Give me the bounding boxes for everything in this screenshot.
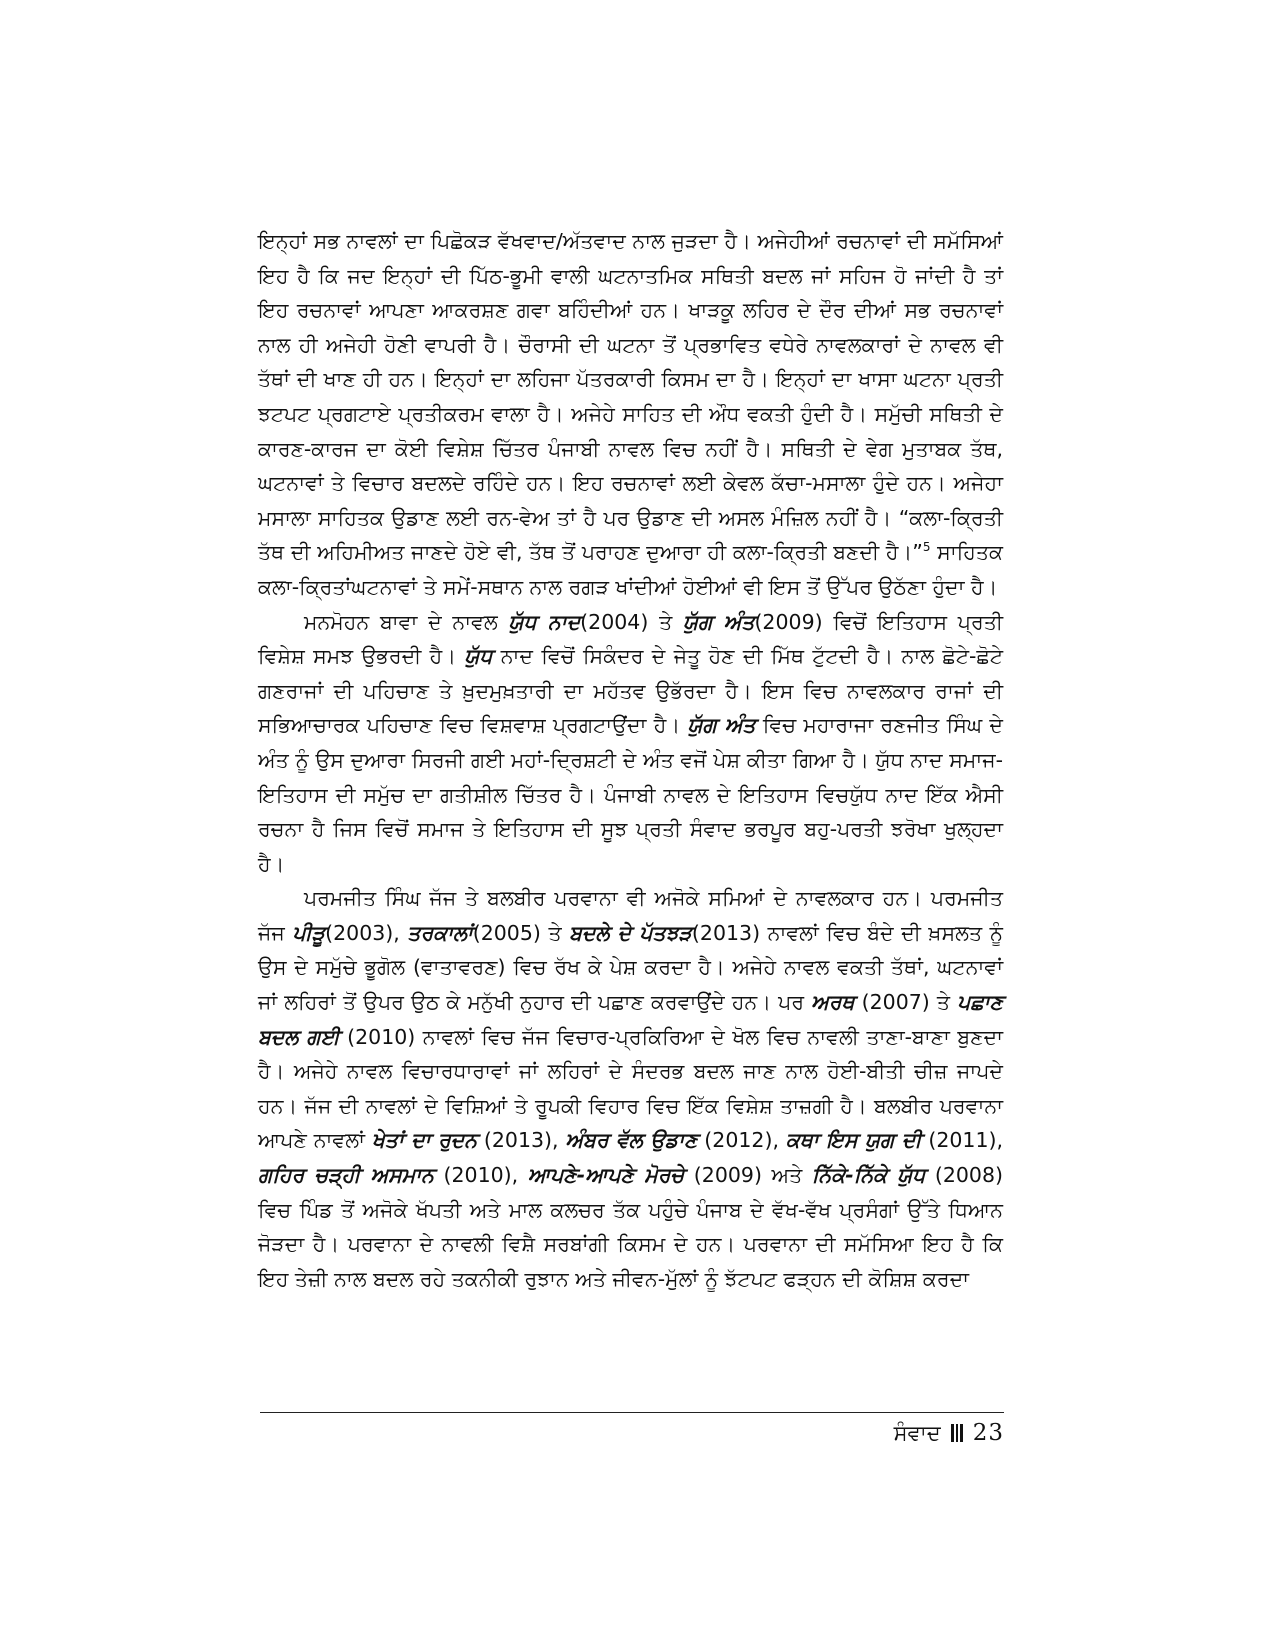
text-run: (2004) ਤੇ: [580, 609, 683, 634]
novel-title: ਬਦਲੇ ਦੇ ਪੱਤਝੜ: [569, 920, 692, 945]
novel-title: ਆਪਣੇ-ਆਪਣੇ ਮੋਰਚੇ: [527, 1163, 685, 1188]
text-run: (2010) ਨਾਵਲਾਂ ਵਿਚ ਜੱਜ ਵਿਚਾਰ-ਪ੍ਰਕਿਰਿਆ ਦੇ ਖੋਲ ਵਿਚ ਨਾਵਲੀ ਤਾਣਾ-ਬਾਣਾ ਬੁਣਦਾ ਹੈ। ਅਜੇਹੇ ਨਾਵਲ ਵਿਚਾਰਧਾਰਾਵਾਂ ਜਾਂ ਲਹਿਰਾਂ ਦੇ ਸੰਦਰਭ ਬਦਲ ਜਾਣ ਨਾਲ ਹੋਈ-ਬੀਤੀ ਚੀਜ਼ ਜਾਪਦੇ ਹਨ। ਜੱਜ ਦੀ ਨਾਵਲਾਂ ਦੇ ਵਿਸ਼ਿਆਂ ਤੇ ਰੂਪਕੀ ਵਿਹਾਰ ਵਿਚ ਇੱਕ ਵਿਸ਼ੇਸ਼ ਤਾਜ਼ਗੀ ਹੈ। ਬਲਬੀਰ ਪਰਵਾਨਾ ਆਪਣੇ ਨਾਵਲਾਂ: [258, 1024, 1003, 1153]
text-run: ਇਨ੍ਹਾਂ ਸਭ ਨਾਵਲਾਂ ਦਾ ਪਿਛੋਕੜ ਵੱਖਵਾਦ/ਅੱਤਵਾਦ ਨਾਲ ਜੁੜਦਾ ਹੈ। ਅਜੇਹੀਆਂ ਰਚਨਾਵਾਂ ਦੀ ਸਮੱਸਿਆਂ ਇਹ ਹੈ ਕਿ ਜਦ ਇਨ੍ਹਾਂ ਦੀ ਪਿੱਠ-ਭੂਮੀ ਵਾਲੀ ਘਟਨਾਤਮਿਕ ਸਥਿਤੀ ਬਦਲ ਜਾਂ ਸਹਿਜ ਹੋ ਜਾਂਦੀ ਹੈ ਤਾਂ ਇਹ ਰਚਨਾਵਾਂ ਆਪਣਾ ਆਕਰਸ਼ਣ ਗਵਾ ਬਹਿੰਦੀਆਂ ਹਨ। ਖਾੜਕੂ ਲਹਿਰ ਦੇ ਦੌਰ ਦੀਆਂ ਸਭ ਰਚਨਾਵਾਂ ਨਾਲ ਹੀ ਅਜੇਹੀ ਹੋਣੀ ਵਾਪਰੀ ਹੈ। ਚੌਰਾਸੀ ਦੀ ਘਟਨਾ ਤੋਂ ਪ੍ਰਭਾਵਿਤ ਵਧੇਰੇ ਨਾਵਲਕਾਰਾਂ ਦੇ ਨਾਵਲ ਵੀ ਤੱਥਾਂ ਦੀ ਖਾਣ ਹੀ ਹਨ। ਇਨ੍ਹਾਂ ਦਾ ਲਹਿਜਾ ਪੱਤਰਕਾਰੀ ਕਿਸਮ ਦਾ ਹੈ। ਇਨ੍ਹਾਂ ਦਾ ਖਾਸਾ ਘਟਨਾ ਪ੍ਰਤੀ ਝਟਪਟ ਪ੍ਰਗਟਾਏ ਪ੍ਰਤੀਕਰਮ ਵਾਲਾ ਹੈ। ਅਜੇਹੇ ਸਾਹਿਤ ਦੀ ਔਧ ਵਕਤੀ ਹੁੰਦੀ ਹੈ। ਸਮੁੱਚੀ ਸਥਿਤੀ ਦੇ ਕਾਰਣ-ਕਾਰਜ ਦਾ ਕੋਈ ਵਿਸ਼ੇਸ਼ ਚਿੱਤਰ ਪੰਜਾਬੀ ਨਾਵਲ ਵਿਚ ਨਹੀਂ ਹੈ। ਸਥਿਤੀ ਦੇ ਵੇਗ ਮੁਤਾਬਕ ਤੱਥ, ਘਟਨਾਵਾਂ ਤੇ ਵਿਚਾਰ ਬਦਲਦੇ ਰਹਿੰਦੇ ਹਨ। ਇਹ ਰਚਨਾਵਾਂ ਲਈ ਕੇਵਲ ਕੱਚਾ-ਮਸਾਲਾ ਹੁੰਦੇ ਹਨ। ਅਜੇਹਾ ਮਸਾਲਾ ਸਾਹਿਤਕ ਉਡਾਣ ਲਈ ਰਨ-ਵੇਅ ਤਾਂ ਹੈ ਪਰ ਉਡਾਣ ਦੀ ਅਸਲ ਮੰਜ਼ਿਲ ਨਹੀਂ ਹੈ। “ਕਲਾ-ਕ੍ਰਿਤੀ ਤੱਥ ਦੀ ਅਹਿਮੀਅਤ ਜਾਣਦੇ ਹੋਏ ਵੀ, ਤੱਥ ਤੋਂ ਪਰਾਹਣ ਦੁਆਰਾ ਹੀ ਕਲਾ-ਕ੍ਰਿਤੀ ਬਣਦੀ ਹੈ।”: [258, 229, 1003, 565]
paragraph: [258, 881, 1003, 1296]
text-run: (2009) ਅਤੇ: [684, 1163, 812, 1188]
novel-title: ਯੁੱਧ: [464, 644, 493, 669]
journal-mark-icon: [951, 1423, 963, 1443]
text-run: (2013),: [477, 1128, 566, 1153]
body-text: [258, 224, 1003, 1296]
text-run: (2007) ਤੇ: [854, 990, 958, 1015]
text-run: ਪਰਮਜੀਤ ਸਿੰਘ ਜੱਜ ਤੇ ਬਲਬੀਰ ਪਰਵਾਨਾ ਵੀ ਅਜੋਕੇ ਸਮਿਆਂ ਦੇ ਨਾਵਲਕਾਰ ਹਨ। ਪਰਮਜੀਤ ਜੱਜ: [258, 886, 1003, 945]
page-number: 23: [972, 1420, 1004, 1446]
text-run: (2009) ਵਿਚੋਂ ਇਤਿਹਾਸ ਪ੍ਰਤੀ ਵਿਸ਼ੇਸ਼ ਸਮਝ ਉਭਰਦੀ ਹੈ।: [258, 609, 1004, 669]
text-run: (2012),: [697, 1128, 786, 1153]
novel-title: ਪੀੜੂ: [292, 920, 326, 945]
novel-title: ਯੁੱਗ ਅੰਤ: [687, 713, 756, 738]
text-run: (2005) ਤੇ: [472, 920, 570, 945]
text-run: ਮਨਮੋਹਨ ਬਾਵਾ ਦੇ ਨਾਵਲ: [304, 609, 509, 634]
footer-rule: [260, 1412, 1004, 1413]
novel-title: ਪਛਾਣ ਬਦਲ ਗਈ: [258, 990, 1003, 1049]
text-run: (2011),: [921, 1128, 1004, 1153]
text-run: ਸਾਹਿਤਕ ਕਲਾ-ਕ੍ਰਿਤਾਂਘਟਨਾਵਾਂ ਤੇ ਸਮੇਂ-ਸਥਾਨ ਨਾਲ ਰਗੜ ਖਾਂਦੀਆਂ ਹੋਈਆਂ ਵੀ ਇਸ ਤੋਂ ਉੱਪਰ ਉਠੱਣਾ ਹੁੰਦਾ ਹੈ।: [258, 540, 1003, 599]
journal-name: ਸੰਵਾਦ: [893, 1420, 941, 1445]
text-run: (2013) ਨਾਵਲਾਂ ਵਿਚ ਬੰਦੇ ਦੀ ਖ਼ਸਲਤ ਨੂੰ ਉਸ ਦੇ ਸਮੁੱਚੇ ਭੂਗੋਲ (ਵਾਤਾਵਰਣ) ਵਿਚ ਰੱਖ ਕੇ ਪੇਸ਼ ਕਰਦਾ ਹੈ। ਅਜੇਹੇ ਨਾਵਲ ਵਕਤੀ ਤੱਥਾਂ, ਘਟਨਾਵਾਂ ਜਾਂ ਲਹਿਰਾਂ ਤੋਂ ਉਪਰ ਉਠ ਕੇ ਮਨੁੱਖੀ ਨੁਹਾਰ ਦੀ ਪਛਾਣ ਕਰਵਾਉਂਦੇ ਹਨ। ਪਰ: [258, 920, 1003, 1015]
text-run: ਨਾਦ ਵਿਚੋਂ ਸਿਕੰਦਰ ਦੇ ਜੇਤੂ ਹੋਣ ਦੀ ਮਿੱਥ ਟੁੱਟਦੀ ਹੈ। ਨਾਲ ਛੋਟੇ-ਛੋਟੇ ਗਣਰਾਜਾਂ ਦੀ ਪਹਿਚਾਣ ਤੇ ਖ਼ੁਦਮੁਖ਼ਤਾਰੀ ਦਾ ਮਹੱਤਵ ਉਭੱਰਦਾ ਹੈ। ਇਸ ਵਿਚ ਨਾਵਲਕਾਰ ਰਾਜਾਂ ਦੀ ਸਭਿਆਚਾਰਕ ਪਹਿਚਾਣ ਵਿਚ ਵਿਸ਼ਵਾਸ਼ ਪ੍ਰਗਟਾਉਂਦਾ ਹੈ।: [258, 644, 1003, 738]
novel-title: ਅਰਥ: [811, 990, 855, 1015]
novel-title: ਖੇਤਾਂ ਦਾ ਰੁਦਨ: [371, 1128, 478, 1153]
novel-title: ਨਿੱਕੇ-ਨਿੱਕੇ ਯੁੱਧ: [811, 1163, 926, 1188]
footnote-reference: 5: [922, 540, 931, 555]
text-run: (2003),: [325, 920, 408, 945]
paragraph: [258, 605, 1003, 882]
novel-title: ਗਹਿਰ ਚੜ੍ਹੀ ਅਸਮਾਨ: [258, 1163, 434, 1188]
novel-title: ਯੁੱਗ ਅੰਤ: [682, 609, 755, 634]
novel-title: ਯੁੱਧ ਨਾਦ: [508, 609, 581, 634]
text-run: (2008) ਵਿਚ ਪਿੰਡ ਤੋਂ ਅਜੋਕੇ ਖੱਪਤੀ ਅਤੇ ਮਾਲ ਕਲਚਰ ਤੱਕ ਪਹੁੰਚੇ ਪੰਜਾਬ ਦੇ ਵੱਖ-ਵੱਖ ਪ੍ਰਸੰਗਾਂ ਉੱਤੇ ਧਿਆਨ ਜੋੜਦਾ ਹੈ। ਪਰਵਾਨਾ ਦੇ ਨਾਵਲੀ ਵਿਸ਼ੈ ਸਰਬਾਂਗੀ ਕਿਸਮ ਦੇ ਹਨ। ਪਰਵਾਨਾ ਦੀ ਸਮੱਸਿਆ ਇਹ ਹੈ ਕਿ ਇਹ ਤੇਜ਼ੀ ਨਾਲ ਬਦਲ ਰਹੇ ਤਕਨੀਕੀ ਰੁਝਾਨ ਅਤੇ ਜੀਵਨ-ਮੁੱਲਾਂ ਨੂੰ ਝੱਟਪਟ ਫੜ੍ਹਨ ਦੀ ਕੋਸ਼ਿਸ਼ ਕਰਦਾ: [258, 1163, 1004, 1291]
paragraph: [258, 224, 1003, 605]
page-footer: [894, 1420, 1004, 1446]
novel-title: ਕਥਾ ਇਸ ਯੁਗ ਦੀ: [785, 1128, 922, 1153]
text-run: ਵਿਚ ਮਹਾਰਾਜਾ ਰਣਜੀਤ ਸਿੰਘ ਦੇ ਅੰਤ ਨੂੰ ਉਸ ਦੁਆਰਾ ਸਿਰਜੀ ਗਈ ਮਹਾਂ-ਦ੍ਰਿਸ਼ਟੀ ਦੇ ਅੰਤ ਵਜੋਂ ਪੇਸ਼ ਕੀਤਾ ਗਿਆ ਹੈ। ਯੁੱਧ ਨਾਦ ਸਮਾਜ-ਇਤਿਹਾਸ ਦੀ ਸਮੁੱਚ ਦਾ ਗਤੀਸ਼ੀਲ ਚਿੱਤਰ ਹੈ। ਪੰਜਾਬੀ ਨਾਵਲ ਦੇ ਇਤਿਹਾਸ ਵਿਚਯੁੱਧ ਨਾਦ ਇੱਕ ਐਸੀ ਰਚਨਾ ਹੈ ਜਿਸ ਵਿਚੋਂ ਸਮਾਜ ਤੇ ਇਤਿਹਾਸ ਦੀ ਸੂਝ ਪ੍ਰਤੀ ਸੰਵਾਦ ਭਰਪੂਰ ਬਹੁ-ਪਰਤੀ ਝਰੋਖਾ ਖੁਲ੍ਹਦਾ ਹੈ।: [258, 713, 1004, 876]
novel-title: ਤਰਕਾਲਾਂ: [407, 920, 473, 945]
text-run: (2010),: [433, 1163, 528, 1188]
novel-title: ਅੰਬਰ ਵੱਲ ਉਡਾਣ: [565, 1128, 698, 1153]
